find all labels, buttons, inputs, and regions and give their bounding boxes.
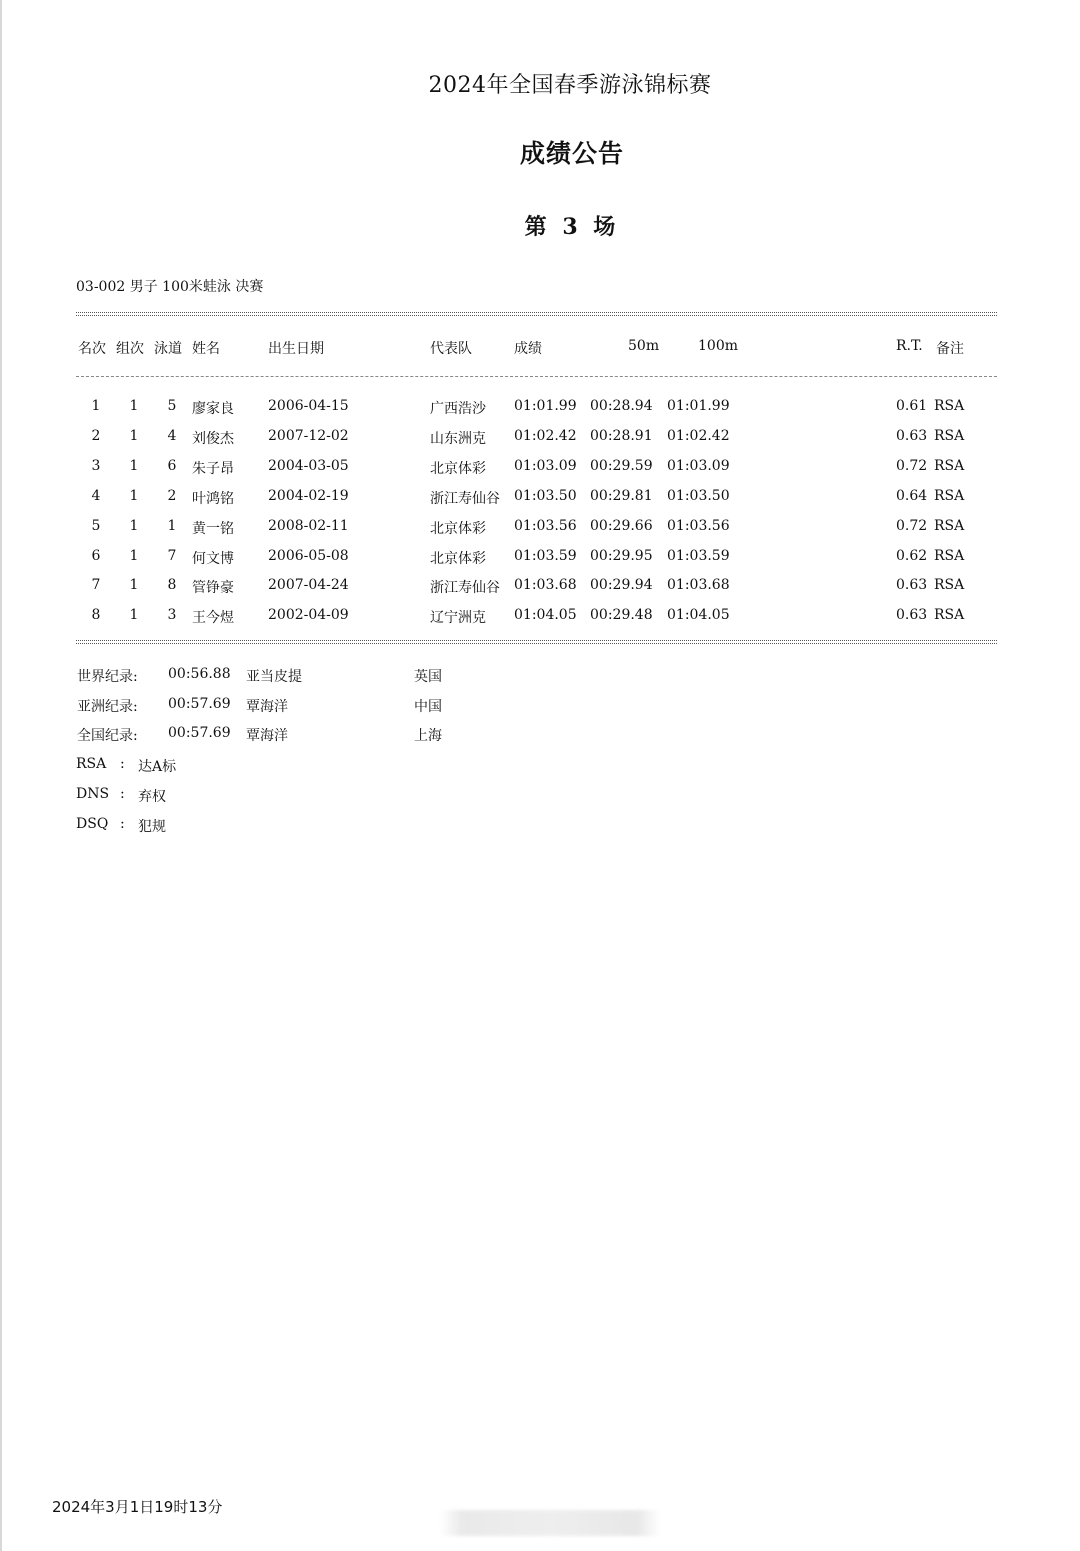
record-label: 亚洲纪录:: [77, 698, 138, 715]
cell-name: 何文博: [192, 550, 234, 567]
cell-dob: 2004-02-19: [268, 487, 349, 504]
cell-lane: 5: [167, 398, 177, 414]
cell-rt: 0.63: [896, 577, 928, 594]
cell-dob: 2002-04-09: [268, 607, 349, 624]
top-divider: [76, 312, 997, 316]
cell-heat: 1: [129, 577, 139, 594]
cell-result: 01:03.56: [514, 517, 577, 534]
column-header: 姓名: [192, 341, 220, 357]
column-header: 100m: [698, 338, 738, 354]
column-header: 备注: [936, 341, 964, 357]
cell-heat: 1: [129, 517, 139, 534]
record-time: 00:57.69: [168, 695, 231, 712]
cell-heat: 1: [129, 398, 139, 414]
cell-lane: 7: [167, 547, 177, 564]
cell-result: 01:02.42: [514, 427, 577, 444]
column-header: R.T.: [896, 338, 923, 354]
cell-note: RSA: [934, 427, 965, 444]
results-heading: 成绩公告: [519, 139, 624, 168]
cell-note: RSA: [934, 607, 965, 624]
table-row: [0, 518, 1000, 538]
legend-meaning: 犯规: [138, 819, 166, 835]
cell-note: RSA: [934, 487, 965, 504]
cell-s100: 01:03.68: [667, 577, 730, 594]
column-header: 代表队: [430, 341, 472, 357]
legend-meaning: 弃权: [138, 789, 166, 805]
print-timestamp: 2024年3月1日19时13分: [52, 1498, 223, 1516]
record-holder: 覃海洋: [246, 728, 288, 745]
cell-name: 王今煜: [192, 610, 234, 627]
cell-s100: 01:03.09: [667, 457, 730, 474]
cell-rt: 0.63: [896, 427, 928, 444]
table-row: [0, 488, 1000, 508]
cell-rank: 8: [91, 607, 101, 624]
legend-code: DSQ: [76, 816, 109, 832]
column-header: 泳道: [154, 341, 182, 357]
cell-note: RSA: [934, 457, 965, 474]
cell-heat: 1: [129, 607, 139, 624]
session-heading: 第 3 场: [524, 214, 620, 240]
cell-rank: 2: [91, 427, 101, 444]
cell-s50: 00:28.94: [590, 398, 653, 414]
cell-result: 01:03.59: [514, 547, 577, 564]
cell-result: 01:03.50: [514, 487, 577, 504]
cell-dob: 2008-02-11: [268, 517, 349, 534]
cell-heat: 1: [129, 457, 139, 474]
record-holder: 亚当皮提: [246, 669, 302, 685]
competition-title: 2024年全国春季游泳锦标赛: [428, 73, 712, 98]
record-label: 世界纪录:: [77, 669, 138, 685]
table-row: [0, 607, 1000, 627]
cell-result: 01:01.99: [514, 398, 577, 414]
cell-lane: 3: [167, 607, 177, 624]
legend-code: RSA: [76, 756, 107, 772]
cell-s100: 01:03.56: [667, 517, 730, 534]
cell-rt: 0.72: [896, 517, 928, 534]
cell-heat: 1: [129, 547, 139, 564]
cell-rank: 5: [91, 517, 101, 534]
cell-team: 北京体彩: [430, 550, 486, 567]
cell-dob: 2007-12-02: [268, 427, 349, 444]
cell-heat: 1: [129, 487, 139, 504]
cell-s100: 01:02.42: [667, 427, 730, 444]
cell-s50: 00:29.95: [590, 547, 653, 564]
cell-dob: 2006-05-08: [268, 547, 349, 564]
cell-s100: 01:03.50: [667, 487, 730, 504]
cell-lane: 6: [167, 457, 177, 474]
cell-dob: 2007-04-24: [268, 577, 349, 594]
record-line: [0, 666, 600, 686]
cell-rt: 0.64: [896, 487, 928, 504]
cell-rt: 0.63: [896, 607, 928, 624]
record-time: 00:56.88: [168, 666, 231, 682]
cell-name: 管铮豪: [192, 580, 234, 597]
record-line: [0, 696, 600, 716]
cell-s100: 01:04.05: [667, 607, 730, 624]
column-header: 成绩: [514, 341, 542, 357]
cell-heat: 1: [129, 427, 139, 444]
cell-note: RSA: [934, 547, 965, 564]
legend-code: DNS: [76, 786, 110, 802]
table-row: [0, 548, 1000, 568]
header-divider: [76, 376, 997, 377]
record-holder: 覃海洋: [246, 698, 288, 715]
cell-rank: 1: [91, 398, 101, 414]
cell-name: 廖家良: [192, 401, 234, 417]
cell-rank: 4: [91, 487, 101, 504]
cell-team: 山东洲克: [430, 430, 486, 447]
legend-meaning: 达A标: [138, 759, 177, 775]
cell-team: 浙江寿仙谷: [430, 580, 500, 597]
cell-rt: 0.72: [896, 457, 928, 474]
cell-name: 叶鸿铭: [192, 490, 234, 507]
cell-name: 刘俊杰: [192, 430, 234, 447]
cell-rank: 6: [91, 547, 101, 564]
legend-sep: :: [120, 816, 125, 832]
cell-s50: 00:29.66: [590, 517, 653, 534]
cell-s50: 00:28.91: [590, 427, 653, 444]
record-country: 英国: [414, 669, 442, 685]
cell-s50: 00:29.59: [590, 457, 653, 474]
record-time: 00:57.69: [168, 725, 231, 742]
legend-line: [0, 756, 400, 776]
cell-s50: 00:29.81: [590, 487, 653, 504]
cell-result: 01:03.68: [514, 577, 577, 594]
cell-name: 黄一铭: [192, 520, 234, 537]
record-country: 中国: [414, 698, 442, 715]
cell-result: 01:04.05: [514, 607, 577, 624]
cell-s50: 00:29.94: [590, 577, 653, 594]
cell-lane: 2: [167, 487, 177, 504]
legend-sep: :: [120, 786, 125, 802]
cell-dob: 2006-04-15: [268, 398, 349, 414]
cell-team: 北京体彩: [430, 460, 486, 477]
cell-dob: 2004-03-05: [268, 457, 349, 474]
record-label: 全国纪录:: [77, 728, 138, 745]
table-row: [0, 398, 1000, 418]
cell-note: RSA: [934, 398, 965, 414]
cell-team: 浙江寿仙谷: [430, 490, 500, 507]
column-header: 名次: [78, 341, 106, 357]
column-header: 50m: [628, 338, 660, 354]
cell-rt: 0.61: [896, 398, 928, 414]
cell-lane: 4: [167, 427, 177, 444]
cell-lane: 1: [167, 517, 177, 534]
cell-rank: 3: [91, 457, 101, 474]
table-row: [0, 577, 1000, 597]
cell-note: RSA: [934, 517, 965, 534]
legend-sep: :: [120, 756, 125, 772]
table-row: [0, 428, 1000, 448]
cell-s50: 00:29.48: [590, 607, 653, 624]
table-header: [0, 338, 1000, 358]
cell-note: RSA: [934, 577, 965, 594]
column-header: 出生日期: [268, 341, 324, 357]
record-country: 上海: [414, 728, 442, 745]
legend-line: [0, 816, 400, 836]
cell-s100: 01:01.99: [667, 398, 730, 414]
column-header: 组次: [116, 341, 144, 357]
bottom-divider: [76, 640, 997, 644]
legend-line: [0, 786, 400, 806]
cell-team: 广西浩沙: [430, 401, 486, 417]
table-row: [0, 458, 1000, 478]
cell-lane: 8: [167, 577, 177, 594]
cell-team: 辽宁洲克: [430, 610, 486, 627]
event-label: 03-002 男子 100米蛙泳 决赛: [76, 279, 264, 295]
cell-name: 朱子昂: [192, 460, 234, 477]
blurred-watermark: [440, 1510, 660, 1536]
record-line: [0, 725, 600, 745]
cell-rt: 0.62: [896, 547, 928, 564]
cell-team: 北京体彩: [430, 520, 486, 537]
cell-rank: 7: [91, 577, 101, 594]
cell-result: 01:03.09: [514, 457, 577, 474]
cell-s100: 01:03.59: [667, 547, 730, 564]
